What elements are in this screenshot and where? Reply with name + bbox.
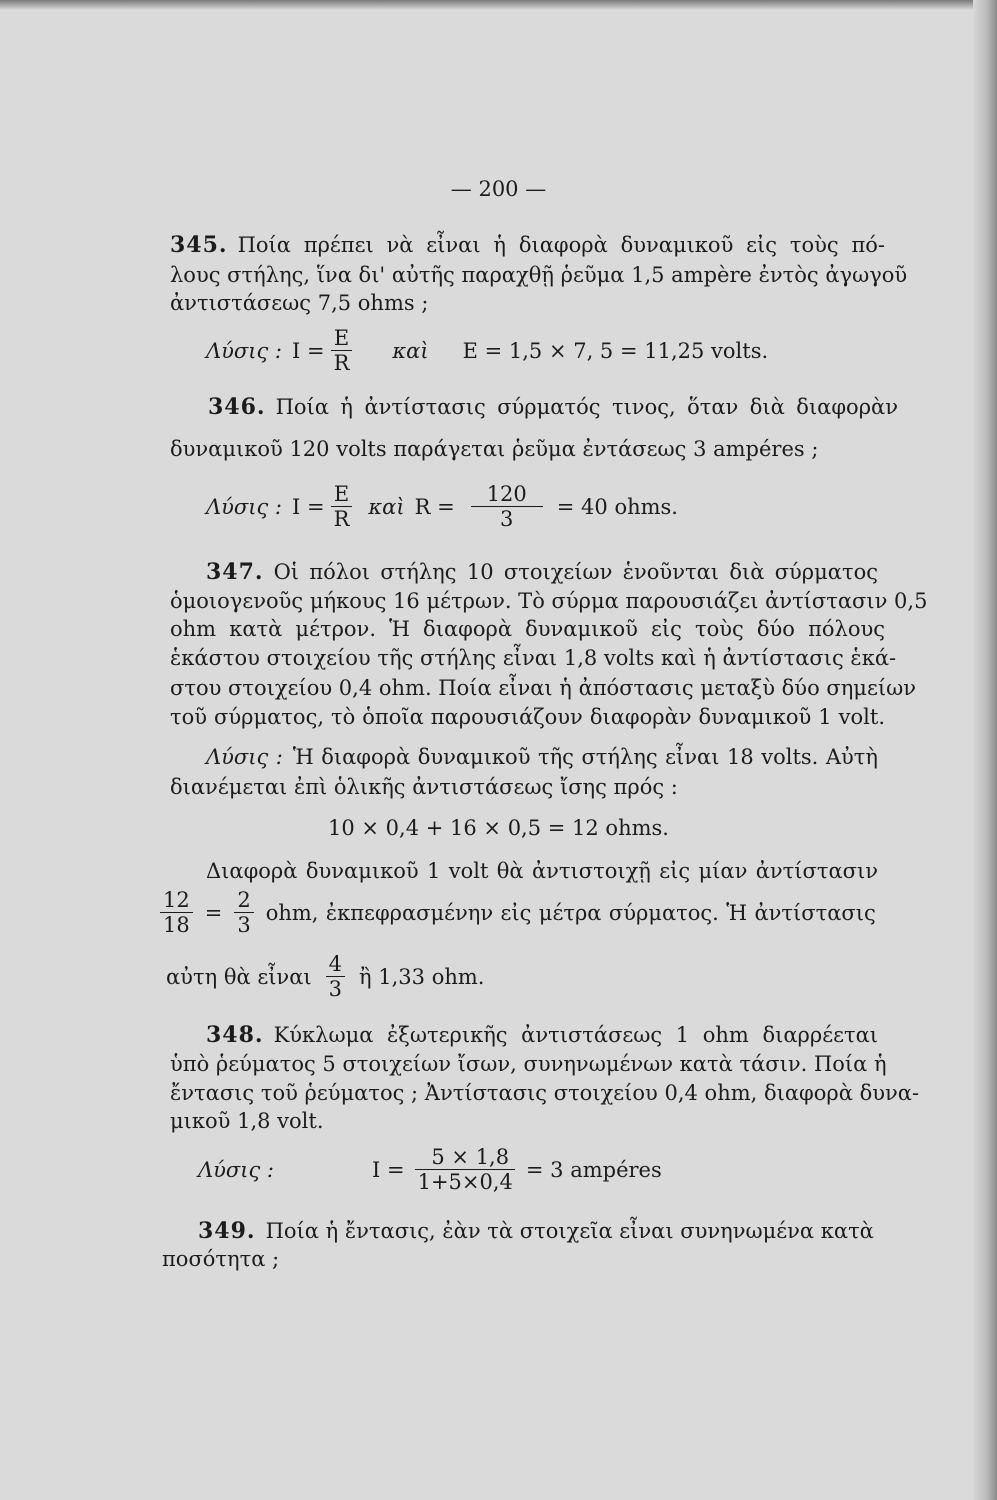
- solution-345-result: E = 1,5 × 7, 5 = 11,25 volts.: [462, 338, 769, 363]
- solution-345: [206, 326, 768, 375]
- fraction-numerator: E: [331, 326, 352, 351]
- fraction-120-over-3: [471, 482, 543, 531]
- fraction-2-over-3: [234, 888, 253, 937]
- page-number: — 200 —: [450, 177, 547, 201]
- problem-347-line-4: ἑκάστου στοιχείου τῆς στήλης εἶναι 1,8 volts καὶ ἡ ἀντίστασις ἑκά-: [170, 646, 897, 670]
- solution-348-label: Λύσις :: [198, 1157, 275, 1182]
- solution-347-line-5: ohm, ἐκπεφρασμένην εἰς μέτρα σύρματος. Ἡ ἀντίστασις: [265, 900, 876, 925]
- fraction-denominator: 3: [500, 507, 514, 531]
- problem-347-text-1: Οἱ πόλοι στήλης 10 στοιχείων ἑνοῦνται διὰ σύρματος: [273, 560, 878, 584]
- solution-347-line-4: Διαφορὰ δυναμικοῦ 1 volt θὰ ἀντιστοιχῇ εἰς μίαν ἀντίστασιν: [206, 859, 878, 883]
- fraction-numerator: 120: [471, 482, 543, 507]
- fraction-denominator: 18: [163, 913, 190, 937]
- fraction-numerator: 5 × 1,8: [415, 1145, 515, 1170]
- fraction-denominator: R: [333, 351, 350, 375]
- problem-346-line-1: [208, 392, 898, 422]
- problem-349-line-1: [198, 1216, 874, 1246]
- solution-347-label: Λύσις :: [206, 745, 283, 769]
- problem-347-line-2: ὁμοιογενοῦς μήκους 16 μέτρων. Τὸ σύρμα παρουσιάζει ἀντίστασιν 0,5: [170, 589, 928, 613]
- page-top-shadow: [0, 0, 997, 10]
- solution-348-result: = 3 ampéres: [525, 1157, 662, 1182]
- solution-347-sum: 10 × 0,4 + 16 × 0,5 = 12 ohms.: [328, 816, 669, 840]
- fraction-e-over-r: [331, 326, 353, 375]
- page-right-edge: [973, 0, 997, 1500]
- problem-347-line-1: [206, 557, 878, 587]
- problem-349-line-2: ποσότητα ;: [162, 1247, 280, 1271]
- problem-346-number: 346.: [208, 394, 266, 420]
- fraction-numerator: 12: [160, 888, 193, 913]
- fraction-12-over-18: [160, 888, 193, 937]
- solution-347-text-1: Ἡ διαφορὰ δυναμικοῦ τῆς στήλης εἶναι 18 volts. Αὐτὴ: [292, 745, 879, 769]
- solution-346-r: R =: [414, 494, 455, 519]
- solution-347-text-6b: ἢ 1,33 ohm.: [359, 964, 485, 989]
- problem-348-line-1: [206, 1020, 878, 1050]
- solution-347-line-2: διανέμεται ἐπὶ ὁλικῆς ἀντιστάσεως ἴσης πρός :: [170, 775, 678, 799]
- problem-348-line-3: ἔντασις τοῦ ῥεύματος ; Ἀντίστασις στοιχείου 0,4 ohm, διαφορὰ δυνα-: [170, 1081, 920, 1105]
- problem-346-line-2: δυναμικοῦ 120 volts παράγεται ῥεῦμα ἐντάσεως 3 ampéres ;: [170, 437, 819, 461]
- solution-345-kai: καὶ: [392, 338, 429, 363]
- fraction-denominator: 3: [237, 913, 251, 937]
- fraction-5x1.8-over-denominator: [415, 1145, 516, 1194]
- fraction-e-over-r-346: [331, 482, 353, 531]
- solution-347-line-1: [206, 742, 878, 772]
- problem-345-text-1: Ποία πρέπει νὰ εἶναι ἡ διαφορὰ δυναμικοῦ εἰς τοὺς πό-: [237, 233, 885, 257]
- problem-348-number: 348.: [206, 1022, 264, 1048]
- solution-347-line-6: [166, 952, 484, 1001]
- fraction-numerator: E: [331, 482, 352, 507]
- problem-349-text-1: Ποία ἡ ἔντασις, ἐὰν τὰ στοιχεῖα εἶναι συνηνωμένα κατὰ: [265, 1219, 874, 1243]
- solution-348-i: I =: [372, 1157, 405, 1182]
- fraction-denominator: 3: [328, 977, 342, 1001]
- solution-346-result: = 40 ohms.: [556, 494, 678, 519]
- problem-345-line-1: [170, 230, 885, 260]
- problem-347-number: 347.: [206, 559, 264, 585]
- fraction-4-over-3: [326, 952, 345, 1001]
- equals-sign: =: [204, 900, 223, 925]
- problem-347-line-3: ohm κατὰ μέτρον. Ἡ διαφορὰ δυναμικοῦ εἰς τοὺς δύο πόλους: [170, 617, 885, 641]
- fraction-numerator: 2: [234, 888, 253, 913]
- problem-348-text-1: Κύκλωμα ἐξωτερικῆς ἀντιστάσεως 1 ohm διαρρέεται: [273, 1023, 878, 1047]
- solution-345-label: Λύσις :: [206, 338, 283, 363]
- problem-345-number: 345.: [170, 232, 228, 258]
- solution-346-kai: καὶ: [368, 494, 405, 519]
- fraction-denominator: 1+5×0,4: [417, 1170, 513, 1194]
- solution-347-fraction-line: [160, 888, 876, 937]
- solution-347-text-6a: αὐτη θὰ εἶναι: [166, 964, 312, 989]
- fraction-numerator: 4: [326, 952, 345, 977]
- solution-346: [206, 482, 678, 531]
- problem-348-line-4: μικοῦ 1,8 volt.: [170, 1109, 324, 1133]
- problem-345-line-2: λους στήλης, ἵνα δι' αὐτῆς παραχθῇ ῥεῦμα 1,5 ampère ἐντὸς ἀγωγοῦ: [170, 263, 908, 287]
- solution-348: [198, 1145, 662, 1194]
- problem-349-number: 349.: [198, 1218, 256, 1244]
- problem-346-text-1: Ποία ἡ ἀντίστασις σύρματός τινος, ὅταν διὰ διαφορὰν: [275, 395, 898, 419]
- problem-345-line-3: ἀντιστάσεως 7,5 ohms ;: [170, 291, 429, 315]
- solution-345-i: I =: [292, 338, 325, 363]
- problem-348-line-2: ὑπὸ ῥεύματος 5 στοιχείων ἴσων, συνηνωμένων κατὰ τάσιν. Ποία ἡ: [170, 1052, 887, 1076]
- problem-347-line-6: τοῦ σύρματος, τὸ ὁποῖα παρουσιάζουν διαφορὰν δυναμικοῦ 1 volt.: [170, 705, 885, 729]
- solution-346-label: Λύσις :: [206, 494, 283, 519]
- fraction-denominator: R: [333, 507, 350, 531]
- solution-346-i: I =: [292, 494, 325, 519]
- problem-347-line-5: στου στοιχείου 0,4 ohm. Ποία εἶναι ἡ ἀπόστασις μεταξὺ δύο σημείων: [170, 676, 916, 700]
